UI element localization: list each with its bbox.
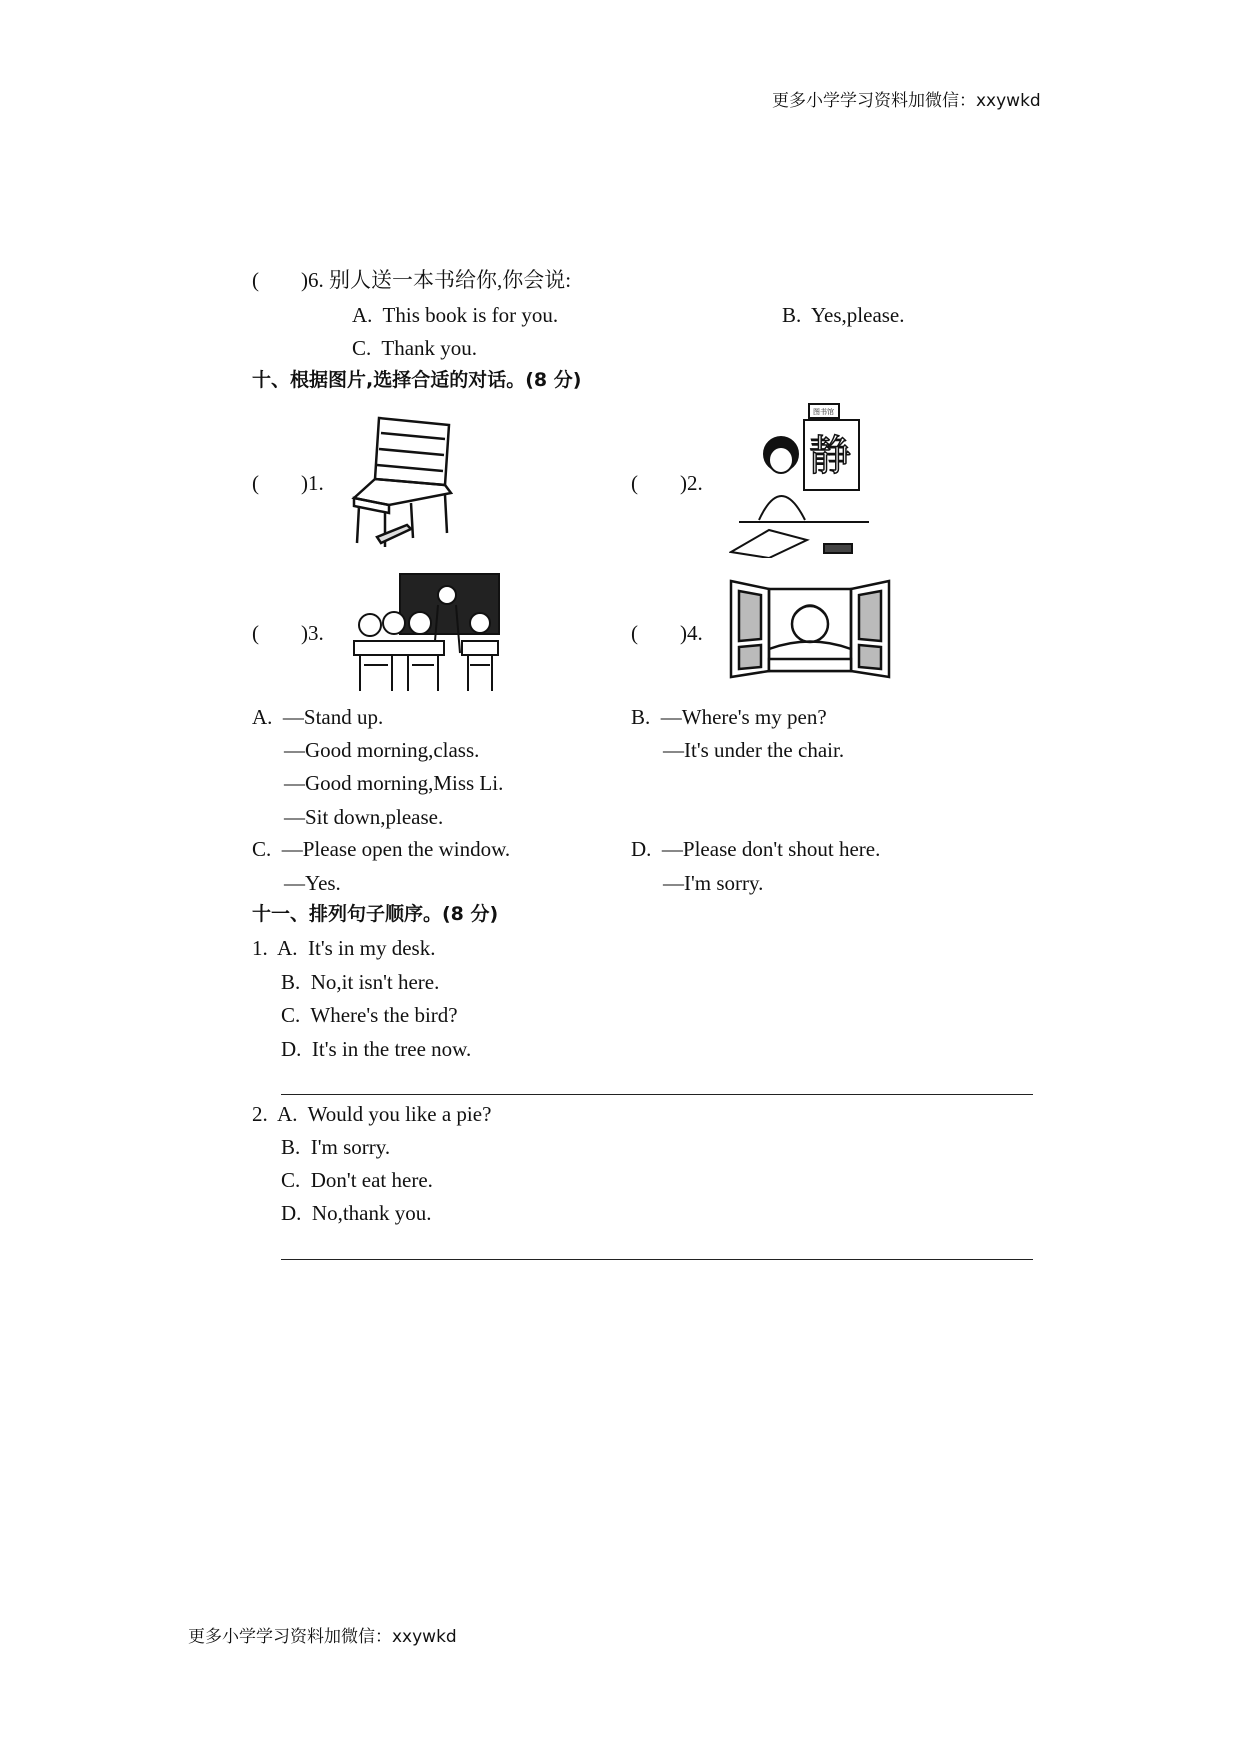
- picture-4-label: ( )4.: [631, 621, 703, 645]
- option-a-line-4: —Sit down,please.: [284, 805, 444, 829]
- q6-option-c: C. Thank you.: [352, 336, 478, 360]
- q1-line-b: B. No,it isn't here.: [281, 970, 440, 994]
- section-11-title: 十一、排列句子顺序。(8 分): [252, 903, 499, 925]
- q6-option-a: A. This book is for you.: [352, 303, 559, 327]
- picture-1-label: ( )1.: [252, 471, 324, 495]
- watermark-bottom: 更多小学学习资料加微信：xxywkd: [188, 1627, 457, 1647]
- library-girl-illustration: [729, 402, 882, 558]
- q2-line-a: 2. A. Would you like a pie?: [252, 1102, 492, 1126]
- option-d-line-1: D. —Please don't shout here.: [631, 837, 881, 861]
- q2-line-d: D. No,thank you.: [281, 1201, 432, 1225]
- classroom-illustration: [352, 573, 500, 692]
- section-10-title: 十、根据图片,选择合适的对话。(8 分): [252, 369, 582, 391]
- q6-option-b: B. Yes,please.: [782, 303, 905, 327]
- picture-3-label: ( )3.: [252, 621, 324, 645]
- option-c-line-2: —Yes.: [284, 871, 341, 895]
- q1-line-d: D. It's in the tree now.: [281, 1037, 472, 1061]
- option-a-line-1: A. —Stand up.: [252, 705, 384, 729]
- chair-illustration: [349, 413, 453, 550]
- q1-line-c: C. Where's the bird?: [281, 1003, 458, 1027]
- q2-answer-line[interactable]: [281, 1259, 1033, 1260]
- window-boy-illustration: [729, 579, 891, 679]
- option-a-line-3: —Good morning,Miss Li.: [284, 771, 504, 795]
- option-b-line-2: —It's under the chair.: [663, 738, 845, 762]
- q2-line-c: C. Don't eat here.: [281, 1168, 433, 1192]
- option-c-line-1: C. —Please open the window.: [252, 837, 511, 861]
- option-b-line-1: B. —Where's my pen?: [631, 705, 827, 729]
- option-d-line-2: —I'm sorry.: [663, 871, 764, 895]
- watermark-top: 更多小学学习资料加微信：xxywkd: [772, 91, 1041, 111]
- q1-line-a: 1. A. It's in my desk.: [252, 936, 436, 960]
- q1-answer-line[interactable]: [281, 1094, 1033, 1095]
- q2-line-b: B. I'm sorry.: [281, 1135, 391, 1159]
- sign-big: 静: [809, 434, 852, 480]
- picture-2-label: ( )2.: [631, 471, 703, 495]
- sign-small: 图书馆: [813, 408, 834, 416]
- question-6-stem: ( )6. 别人送一本书给你,你会说:: [252, 268, 572, 292]
- option-a-line-2: —Good morning,class.: [284, 738, 480, 762]
